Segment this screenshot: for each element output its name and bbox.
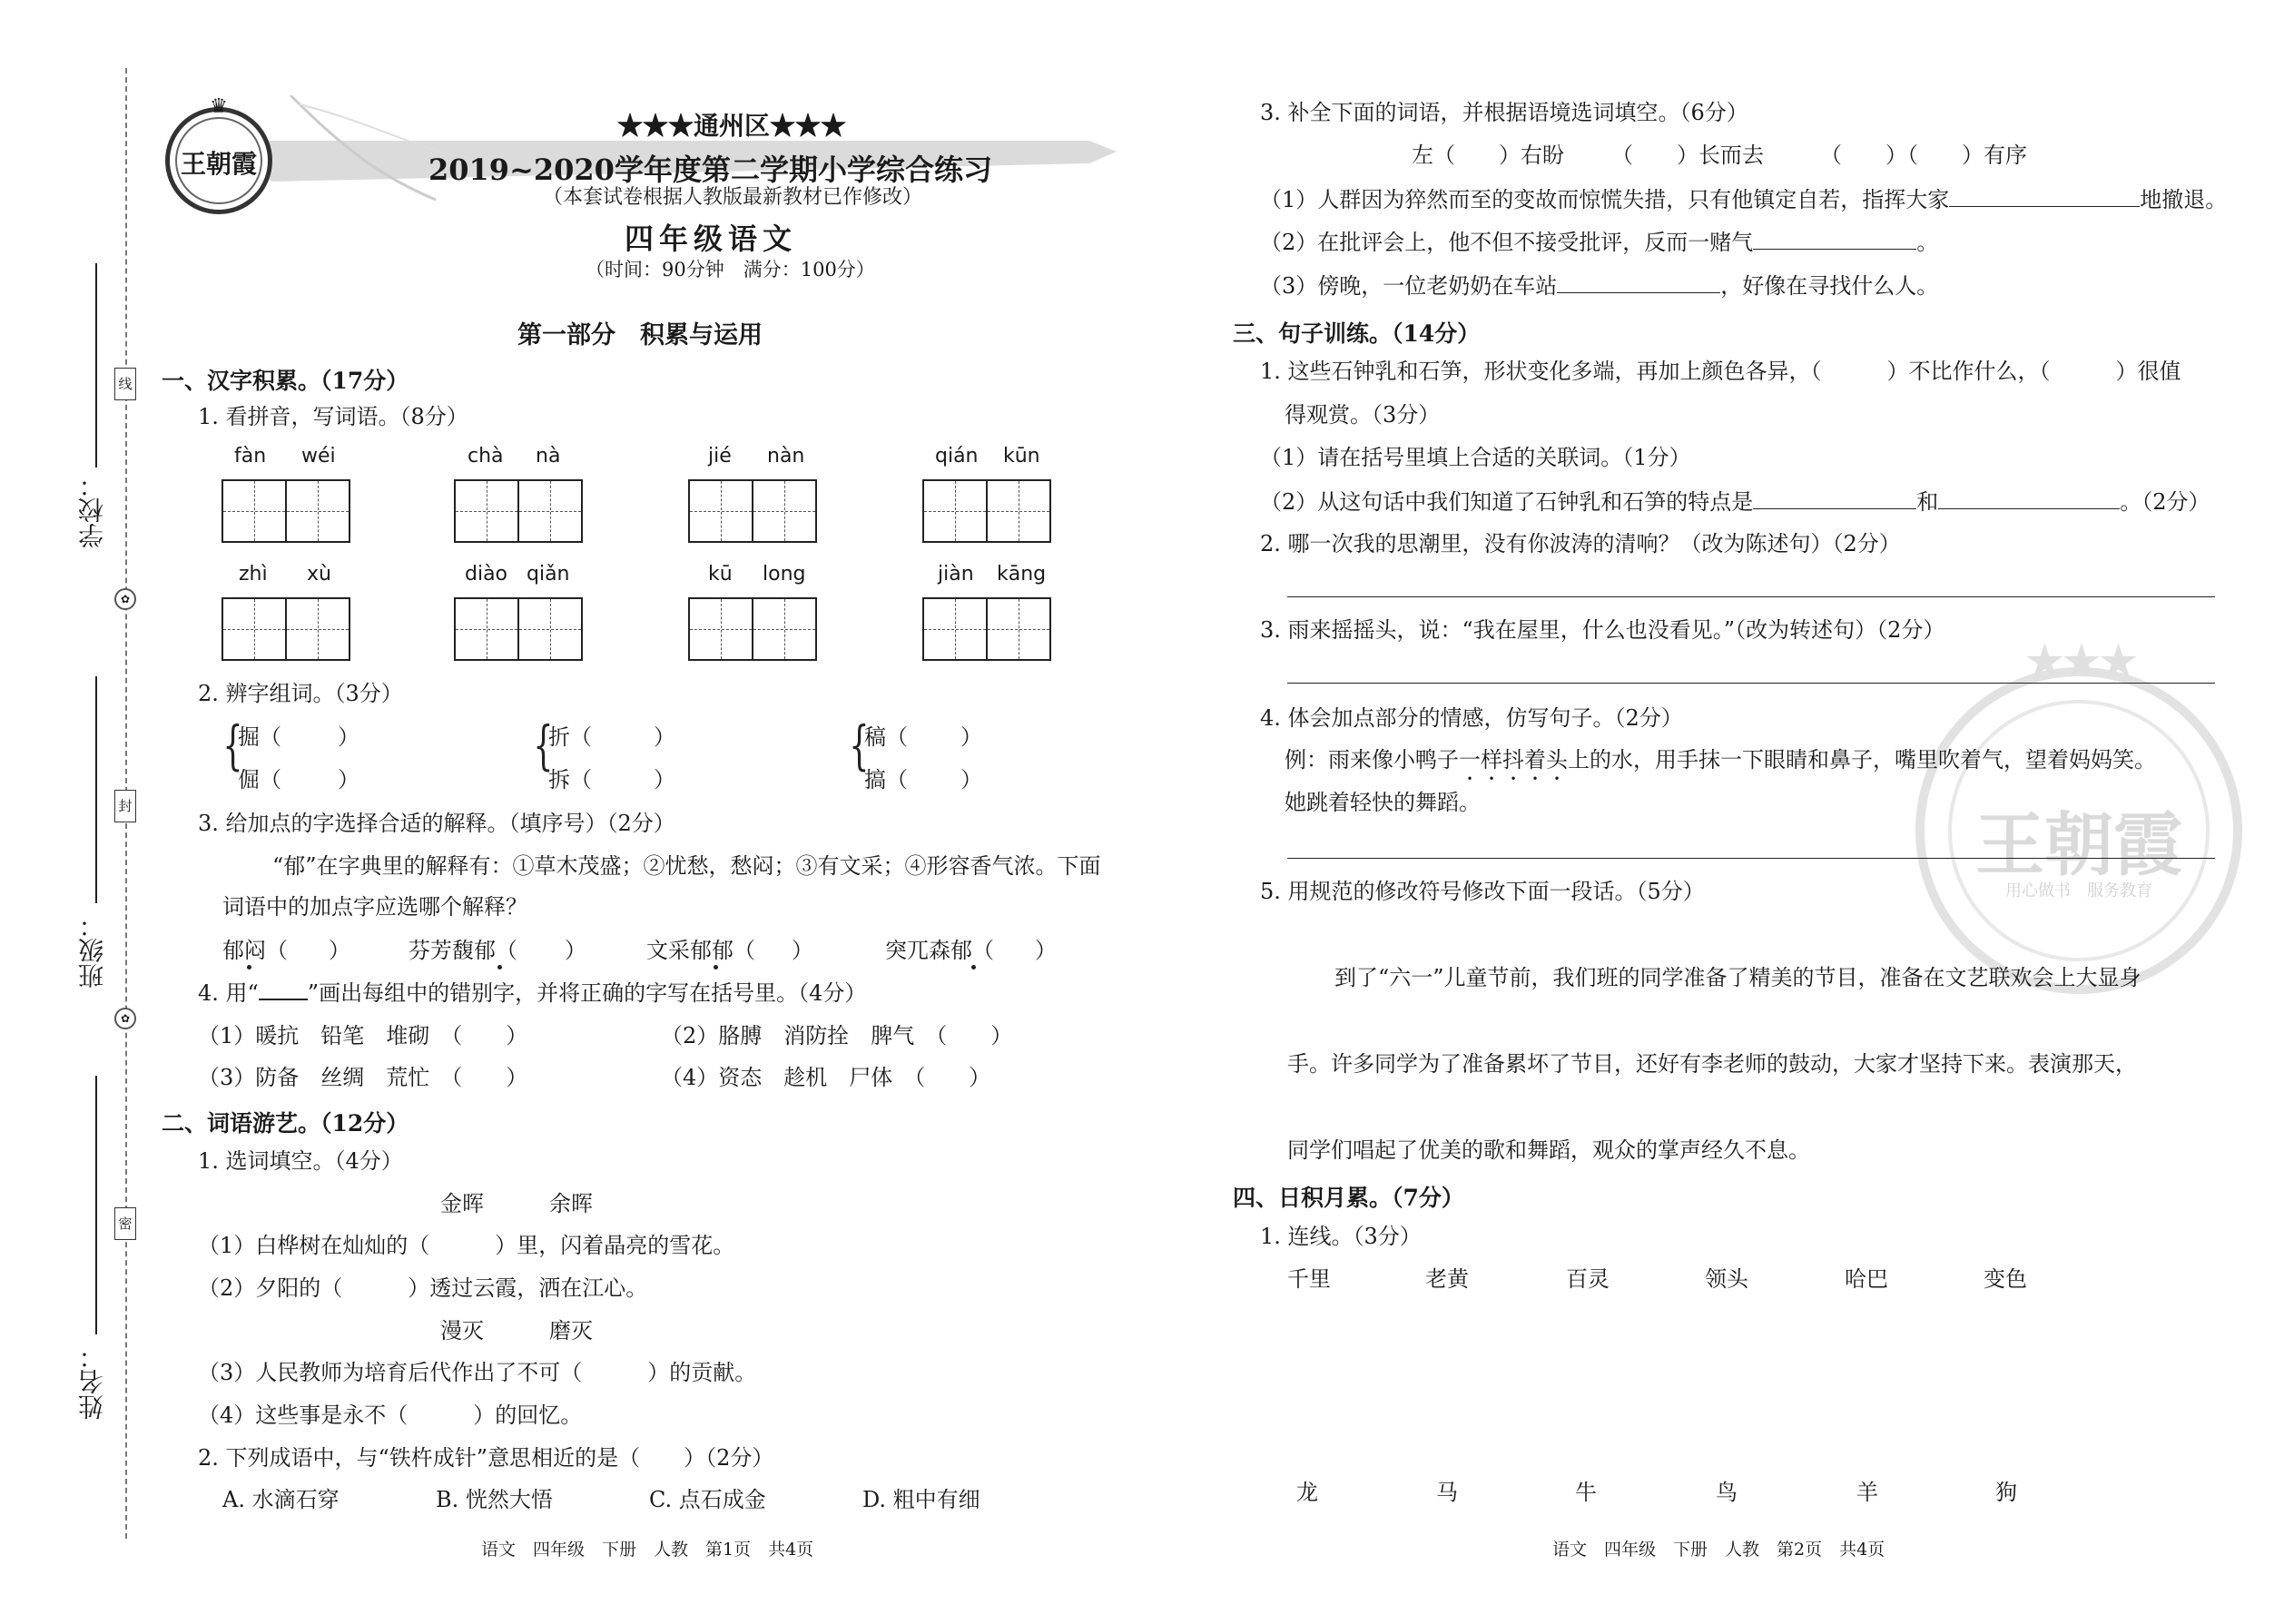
pinyin: nàn bbox=[767, 445, 805, 468]
seal-mark-secret: 密 bbox=[114, 1207, 136, 1240]
q4-item: （1）暖抗 铅笔 堆砌 （ ） bbox=[198, 1023, 528, 1048]
match-word-bottom[interactable]: 羊 bbox=[1856, 1480, 1878, 1505]
pair-char: 稿（ bbox=[864, 724, 908, 750]
q4-item: （3）防备 丝绸 荒忙 （ ） bbox=[198, 1065, 528, 1090]
word-choice: 漫灭 磨灭 bbox=[440, 1318, 593, 1343]
pinyin: zhì bbox=[239, 563, 268, 586]
pinyin: kū bbox=[708, 563, 733, 586]
school-field-line[interactable] bbox=[95, 263, 97, 468]
watermark-seal bbox=[1915, 635, 2242, 994]
q3-text: “郁”在字典里的解释有：①草木茂盛；②忧愁，愁闷；③有文采；④形容香气浓。下面 bbox=[272, 853, 1101, 879]
match-word-top[interactable]: 千里 bbox=[1287, 1266, 1331, 1292]
q5-title: 1. 选词填空。（4分） bbox=[198, 1148, 403, 1174]
q8-text: 得观赏。（3分） bbox=[1285, 402, 1441, 428]
q3-text: 词语中的加点字应选哪个解释？ bbox=[222, 894, 527, 920]
fill-sentence: （1）人群因为猝然而至的变故而惊慌失措，只有他镇定自若，指挥大家 地撤退。 bbox=[1260, 187, 2228, 212]
q3-paren: ） bbox=[329, 938, 350, 963]
section-1-title: 一、汉字积累。（17分） bbox=[162, 368, 409, 394]
brace: { bbox=[222, 714, 243, 776]
paragraph-line: 手。许多同学为了准备累坏了节目，还好有李老师的鼓动，大家才坚持下来。表演那天， bbox=[1287, 1051, 2137, 1077]
option-d: D. 粗中有细 bbox=[862, 1487, 980, 1512]
q2-title: 2. 辨字组词。（3分） bbox=[198, 681, 403, 706]
seal-mark-seal: 封 bbox=[114, 790, 136, 822]
match-word-bottom[interactable]: 马 bbox=[1436, 1480, 1458, 1505]
option-c: C. 点石成金 bbox=[649, 1487, 766, 1512]
q11-title: 4. 体会加点部分的情感，仿写句子。（2分） bbox=[1260, 705, 1683, 731]
writing-grid[interactable] bbox=[922, 479, 1051, 543]
q7-word: （ ）（ ）有序 bbox=[1820, 143, 2027, 168]
q7-word: （ ）长而去 bbox=[1611, 143, 1764, 168]
writing-grid[interactable] bbox=[454, 479, 583, 543]
emphasis-dot bbox=[247, 965, 251, 969]
match-word-top[interactable]: 百灵 bbox=[1566, 1266, 1610, 1292]
part-title: 第一部分 积累与运用 bbox=[517, 321, 763, 349]
pair-paren: ） bbox=[654, 767, 675, 792]
pinyin: wéi bbox=[301, 445, 336, 468]
pair-paren: ） bbox=[960, 767, 982, 792]
answer-line[interactable] bbox=[1287, 596, 2215, 597]
brace: { bbox=[533, 714, 554, 776]
q3-paren: ） bbox=[565, 938, 586, 963]
pinyin: long bbox=[763, 563, 806, 586]
fill-item: （1）白桦树在灿灿的（ ）里，闪着晶亮的雪花。 bbox=[198, 1233, 735, 1258]
pair-char: 折（ bbox=[548, 724, 592, 750]
q3-paren: ） bbox=[1035, 938, 1057, 963]
match-word-bottom[interactable]: 狗 bbox=[1995, 1480, 2017, 1505]
example-prompt: 她跳着轻快的舞蹈。 bbox=[1285, 790, 1481, 815]
q3-word: 芬芳馥郁（ bbox=[409, 938, 517, 963]
section-2-title: 二、词语游艺。（12分） bbox=[162, 1110, 409, 1137]
q4-item: （4）资态 趁机 尸体 （ ） bbox=[661, 1065, 991, 1090]
page-footer: 语文 四年级 下册 人教 第1页 共4页 bbox=[481, 1540, 814, 1560]
writing-grid[interactable] bbox=[688, 479, 817, 543]
writing-grid[interactable] bbox=[688, 597, 817, 661]
writing-grid[interactable] bbox=[222, 597, 350, 661]
pair-paren: ） bbox=[338, 724, 359, 750]
option-b: B. 恍然大悟 bbox=[436, 1487, 553, 1512]
brace: { bbox=[849, 714, 870, 776]
answer-line[interactable] bbox=[1287, 683, 2215, 684]
fill-item: （3）人民教师为培育后代作出了不可（ ）的贡献。 bbox=[198, 1360, 757, 1385]
q3-paren: ） bbox=[792, 938, 813, 963]
writing-grid[interactable] bbox=[222, 479, 350, 543]
exam-subtitle: （本套试卷根据人教版最新教材已作修改） bbox=[543, 186, 923, 209]
q3-word: 郁闷（ bbox=[222, 938, 288, 963]
q3-title: 3. 给加点的字选择合适的解释。（填序号）（2分） bbox=[198, 811, 675, 836]
watermark-subtext: 用心做书 服务教育 bbox=[2005, 881, 2152, 901]
subject-title: 四年级语文 bbox=[625, 221, 798, 256]
page-footer: 语文 四年级 下册 人教 第2页 共4页 bbox=[1552, 1540, 1885, 1560]
paragraph-line: 到了“六一”儿童节前，我们班的同学准备了精美的节目，准备在文艺联欢会上大显身 bbox=[1334, 965, 2141, 990]
pair-char: 搞（ bbox=[864, 767, 908, 792]
fill-item: （4）这些事是永不（ ）的回忆。 bbox=[198, 1403, 583, 1428]
q7-word: 左（ ）右盼 bbox=[1412, 143, 1564, 168]
q1-title: 1. 看拼音，写词语。（8分） bbox=[198, 404, 468, 429]
section-3-title: 三、句子训练。（14分） bbox=[1233, 320, 1481, 347]
match-word-top[interactable]: 老黄 bbox=[1425, 1266, 1469, 1292]
q12-title: 5. 用规范的修改符号修改下面一段话。（5分） bbox=[1260, 879, 1705, 904]
section-4-title: 四、日积月累。（7分） bbox=[1233, 1185, 1464, 1211]
q7-title: 3. 补全下面的词语，并根据语境选词填空。（6分） bbox=[1260, 100, 1748, 125]
option-a: A. 水滴石穿 bbox=[222, 1487, 340, 1512]
name-field-line[interactable] bbox=[95, 1076, 97, 1334]
crown-icon: ♛ bbox=[210, 95, 228, 118]
match-word-top[interactable]: 变色 bbox=[1984, 1266, 2027, 1292]
pinyin: nà bbox=[536, 445, 561, 468]
match-word-bottom[interactable]: 鸟 bbox=[1716, 1480, 1738, 1505]
pair-char: 拆（ bbox=[548, 767, 592, 792]
pinyin: jié bbox=[708, 445, 732, 468]
q4-title: 4. 用“ ”画出每组中的错别字，并将正确的字写在括号里。（4分） bbox=[198, 980, 867, 1006]
match-word-top[interactable]: 领头 bbox=[1705, 1266, 1748, 1292]
pair-char: 掘（ bbox=[238, 724, 281, 750]
q9-title: 2. 哪一次我的思潮里，没有你波涛的清响？（改为陈述句）（2分） bbox=[1260, 531, 1901, 556]
pinyin: chà bbox=[468, 445, 504, 468]
pinyin: kūn bbox=[1003, 445, 1040, 468]
pinyin: qiǎn bbox=[527, 563, 570, 586]
name-label: 姓名： bbox=[77, 1343, 107, 1420]
fill-sentence: （3）傍晚，一位老奶奶在车站 ，好像在寻找什么人。 bbox=[1260, 273, 1939, 299]
q8-text: 1. 这些石钟乳和石笋，形状变化多端，再加上颜色各异，（ ）不比作什么，（ ）很值 bbox=[1260, 359, 2181, 384]
emphasis-dot bbox=[971, 965, 976, 969]
writing-grid[interactable] bbox=[454, 597, 583, 661]
district-title: ★★★通州区★★★ bbox=[617, 111, 847, 141]
q8-sub: （2）从这句话中我们知道了石钟乳和石笋的特点是 和 。（2分） bbox=[1260, 489, 2210, 515]
emphasis-dot bbox=[497, 965, 502, 969]
match-word-bottom[interactable]: 龙 bbox=[1296, 1480, 1318, 1505]
match-word-top[interactable]: 哈巴 bbox=[1845, 1266, 1888, 1292]
pinyin: fàn bbox=[234, 445, 267, 468]
fill-item: （2）夕阳的（ ）透过云霞，洒在江心。 bbox=[198, 1275, 648, 1301]
q6-title: 2. 下列成语中，与“铁杵成针”意思相近的是（ ）（2分） bbox=[198, 1445, 774, 1471]
pair-paren: ） bbox=[338, 767, 359, 792]
logo-text: 王朝霞 bbox=[180, 149, 257, 179]
match-word-bottom[interactable]: 牛 bbox=[1575, 1480, 1597, 1505]
watermark-text: 王朝霞 bbox=[1975, 804, 2182, 885]
pinyin: jiàn bbox=[938, 563, 974, 586]
q10-title: 3. 雨来摇摇头，说：“我在屋里，什么也没看见。”（改为转述句）（2分） bbox=[1260, 617, 1945, 643]
pair-paren: ） bbox=[654, 724, 675, 750]
q8-sub: （1）请在括号里填上合适的关联词。（1分） bbox=[1260, 445, 1691, 470]
emphasis-dot bbox=[714, 965, 718, 969]
q4-item: （2）胳膊 消防拴 脾气 （ ） bbox=[661, 1023, 1013, 1048]
binding-hole-icon: ✿ bbox=[114, 588, 136, 610]
star-icon: ★★★ bbox=[2023, 635, 2134, 689]
q13-title: 1. 连线。（3分） bbox=[1260, 1224, 1422, 1249]
word-choice: 金晖 余晖 bbox=[440, 1191, 593, 1216]
answer-line[interactable] bbox=[1287, 858, 2215, 859]
pair-char: 倔（ bbox=[238, 767, 281, 792]
binding-hole-icon: ✿ bbox=[114, 1008, 136, 1029]
writing-grid[interactable] bbox=[922, 597, 1051, 661]
paragraph-line: 同学们唱起了优美的歌和舞蹈，观众的掌声经久不息。 bbox=[1287, 1137, 1810, 1163]
publisher-logo bbox=[165, 95, 272, 214]
pair-paren: ） bbox=[960, 724, 982, 750]
exam-title: 2019~2020学年度第二学期小学综合练习 bbox=[428, 153, 992, 187]
fill-sentence: （2）在批评会上，他不但不接受批评，反而一赌气 。 bbox=[1260, 230, 1939, 255]
example-sentence: 例：雨来像小鸭子一样抖着头上的水，用手抹一下眼睛和鼻子，嘴里吹着气，望着妈妈笑。 bbox=[1285, 747, 2156, 773]
pinyin: qián bbox=[935, 445, 979, 468]
time-score: （时间：90分钟 满分：100分） bbox=[586, 259, 875, 281]
pinyin: kāng bbox=[997, 563, 1047, 586]
pinyin: diào bbox=[465, 563, 508, 586]
school-label: 学校： bbox=[77, 472, 107, 548]
q3-word: 突兀森郁（ bbox=[885, 938, 994, 963]
class-field-line[interactable] bbox=[95, 676, 97, 903]
pinyin: xù bbox=[307, 563, 331, 586]
seal-mark-line: 线 bbox=[114, 368, 136, 400]
q3-word: 文采郁郁（ bbox=[646, 938, 755, 963]
class-label: 班级： bbox=[77, 912, 107, 989]
